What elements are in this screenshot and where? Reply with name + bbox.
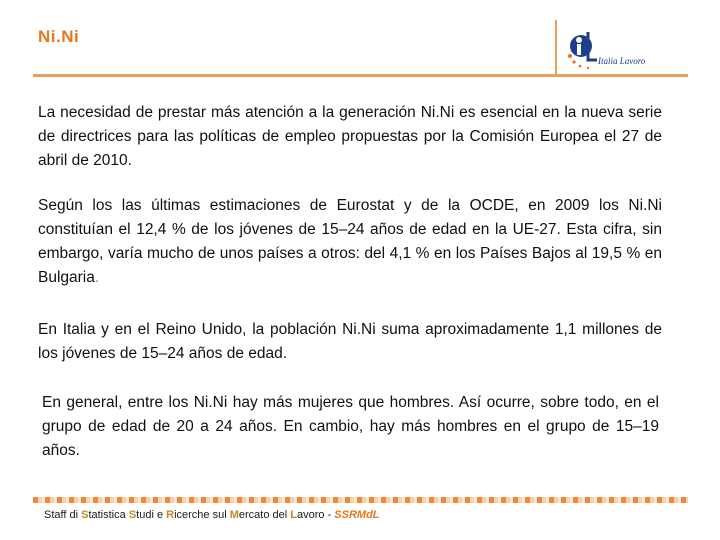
footer-text: avoro - [297,509,335,521]
paragraph-2-text: Según los las últimas estimaciones de Eurostat y de la OCDE, en 2009 los Ni.Ni constituían el 12,4 % de los jóvenes de 15–24 años de edad en la UE-27. Esta cifra, sin embargo, varía mucho de unos países a otros: del 4,1 % en los Países Bajos al 19,5 % en Bulgaria [38,197,662,286]
footer-initial: S [81,509,89,521]
footer-text: icerche sul [174,509,230,521]
header-divider [33,74,688,77]
footer-brand: SSRMdL [334,509,380,521]
paragraph-2 [38,194,662,290]
footer-divider [33,497,688,503]
paragraph-3: En Italia y en el Reino Unido, la población Ni.Ni suma aproximadamente 1,1 millones de los jóvenes de 15–24 años de edad. [38,321,662,362]
footer-initial: L [290,509,297,521]
paragraph-4: En general, entre los Ni.Ni hay más mujeres que hombres. Así ocurre, sobre todo, en el grupo de edad de 20 a 24 años. En cambio, hay más hombres en el grupo de 15–19 años. [42,394,659,459]
footer-text: Staff di [44,509,82,521]
logo-text: Italia Lavoro [598,56,646,66]
paragraph-1: La necesidad de prestar más atención a la generación Ni.Ni es esencial en la nueva serie de directrices para las políticas de empleo propuestas por la Comisión Europea el 27 de abril de 2010. [38,104,662,169]
paragraph-2-end: . [94,269,100,286]
footer-text: tudi e [136,509,167,521]
page-title: Ni.Ni [38,27,80,46]
footer-text: ercato del [238,509,291,521]
footer-initial: S [128,509,137,521]
footer-text: tatistica [88,509,129,521]
logo-divider [555,20,557,76]
footer-credit [44,509,380,521]
footer-initial: R [166,509,175,521]
footer-initial: M [229,509,239,521]
